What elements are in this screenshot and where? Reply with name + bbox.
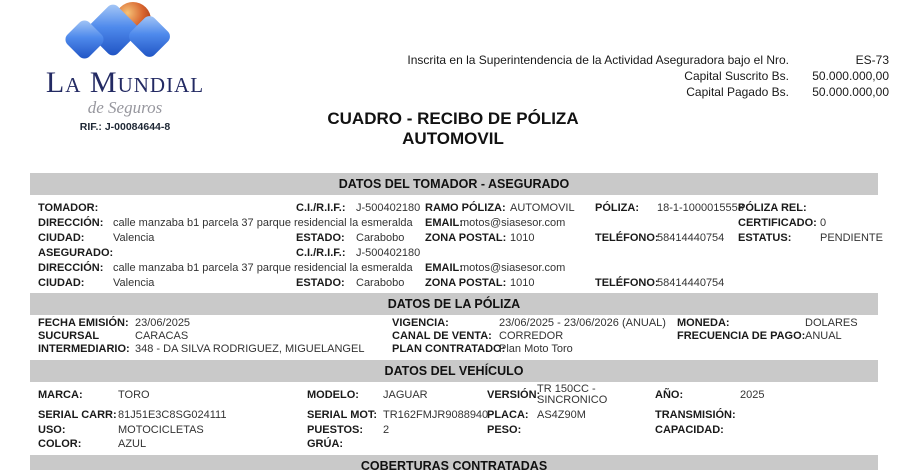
- frecuencia-pago-value: ANUAL: [805, 330, 842, 342]
- modelo-label: MODELO:: [307, 389, 359, 401]
- section-header-vehiculo: DATOS DEL VEHÍCULO: [30, 360, 878, 382]
- serial-mot-label: SERIAL MOT:: [307, 409, 378, 421]
- vehiculo-row-3: [30, 424, 878, 439]
- asegurado-cirif-value: J-500402180: [356, 247, 421, 259]
- sucursal-label: SUCURSAL: [38, 330, 100, 342]
- asegurado-row-3: [30, 277, 878, 292]
- company-rif: RIF.: J-00084644-8: [79, 121, 171, 133]
- color-label: COLOR:: [38, 438, 82, 450]
- placa-label: PLACA:: [487, 409, 529, 421]
- asegurado-direccion-value: calle manzaba b1 parcela 37 parque residencial la esmeralda: [113, 262, 413, 274]
- asegurado-ciudad-value: Valencia: [113, 277, 155, 289]
- intermediario-label: INTERMEDIARIO:: [38, 343, 130, 355]
- plan-contratado-value: Plan Moto Toro: [499, 343, 573, 355]
- ano-label: AÑO:: [655, 389, 684, 401]
- certificado-label: CERTIFICADO:: [738, 217, 817, 229]
- ramo-poliza-value: AUTOMOVIL: [510, 202, 575, 214]
- puestos-value: 2: [383, 424, 390, 436]
- vehiculo-row-4: [30, 438, 878, 453]
- intermediario-value: 348 - DA SILVA RODRIGUEZ, MIGUELANGEL: [135, 343, 365, 355]
- fecha-emision-label: FECHA EMISIÓN:: [38, 317, 129, 329]
- peso-label: PESO:: [487, 424, 522, 436]
- vigencia-value: 23/06/2025 - 23/06/2026 (ANUAL): [499, 317, 666, 329]
- asegurado-cirif-label: C.I./R.I.F.:: [296, 247, 346, 259]
- poliza-row-3: [30, 343, 878, 358]
- tomador-direccion-value: calle manzaba b1 parcela 37 parque residencial la esmeralda: [113, 217, 413, 229]
- document-sections: [30, 0, 883, 470]
- tomador-email-value: motos@siasesor.com: [460, 217, 566, 229]
- document-title-line2: AUTOMOVIL: [402, 129, 504, 148]
- section-header-tomador: DATOS DEL TOMADOR - ASEGURADO: [30, 173, 878, 195]
- section-header-poliza: DATOS DE LA PÓLIZA: [30, 293, 878, 315]
- serial-carr-value: 81J51E3C8SG024111: [118, 409, 227, 421]
- asegurado-row-1: [30, 247, 878, 262]
- section-header-coberturas: COBERTURAS CONTRATADAS: [30, 455, 878, 470]
- tomador-cirif-label: C.I./R.I.F.:: [296, 202, 346, 214]
- moneda-value: DOLARES: [805, 317, 858, 329]
- uso-value: MOTOCICLETAS: [118, 424, 204, 436]
- tomador-label: TOMADOR:: [38, 202, 99, 214]
- serial-mot-value: TR162FMJR9088940: [383, 409, 489, 421]
- estatus-value: PENDIENTE: [820, 232, 883, 244]
- tomador-zona-label: ZONA POSTAL:: [425, 232, 507, 244]
- asegurado-zona-value: 1010: [510, 277, 535, 289]
- modelo-value: JAGUAR: [383, 389, 428, 401]
- estatus-label: ESTATUS:: [738, 232, 792, 244]
- document-title-line1: CUADRO - RECIBO DE PÓLIZA: [327, 109, 579, 128]
- asegurado-row-2: [30, 262, 878, 277]
- tomador-ciudad-label: CIUDAD:: [38, 232, 85, 244]
- tomador-row-2: [30, 217, 878, 232]
- tomador-telefono-label: TELÉFONO:: [595, 232, 659, 244]
- fecha-emision-value: 23/06/2025: [135, 317, 191, 329]
- company-subtitle: de Seguros: [87, 98, 163, 117]
- placa-value: AS4Z90M: [537, 409, 586, 421]
- poliza-label: PÓLIZA:: [595, 202, 639, 214]
- tomador-row-3: [30, 232, 883, 247]
- asegurado-email-label: EMAIL:: [425, 262, 463, 274]
- capacidad-label: CAPACIDAD:: [655, 424, 724, 436]
- tomador-row-1: [30, 202, 878, 217]
- ano-value: 2025: [740, 389, 765, 401]
- version-value: TR 150CC - SINCRONICO: [537, 383, 608, 406]
- asegurado-label: ASEGURADO:: [38, 247, 114, 259]
- uso-label: USO:: [38, 424, 66, 436]
- sucursal-value: CARACAS: [135, 330, 189, 342]
- capital-suscrito-value: 50.000.000,00: [812, 69, 889, 83]
- registration-number: ES-73: [855, 53, 889, 67]
- vigencia-label: VIGENCIA:: [392, 317, 449, 329]
- tomador-estado-label: ESTADO:: [296, 232, 345, 244]
- asegurado-zona-label: ZONA POSTAL:: [425, 277, 507, 289]
- plan-contratado-label: PLAN CONTRATADO:: [392, 343, 506, 355]
- asegurado-ciudad-label: CIUDAD:: [38, 277, 85, 289]
- capital-pagado-label: Capital Pagado Bs.: [686, 85, 789, 99]
- tomador-direccion-label: DIRECCIÓN:: [38, 217, 104, 229]
- vehiculo-row-2: [30, 409, 878, 424]
- color-value: AZUL: [118, 438, 147, 450]
- grua-label: GRÚA:: [307, 438, 344, 450]
- asegurado-telefono-label: TELÉFONO:: [595, 277, 659, 289]
- registration-label: Inscrita en la Superintendencia de la Actividad Aseguradora bajo el Nro.: [407, 53, 789, 67]
- vehiculo-row-1: [30, 383, 878, 406]
- canal-venta-value: CORREDOR: [499, 330, 564, 342]
- marca-value: TORO: [118, 389, 150, 401]
- poliza-value: 18-1-1000015558: [657, 202, 744, 214]
- capital-pagado-value: 50.000.000,00: [812, 85, 889, 99]
- certificado-value: 0: [820, 217, 827, 229]
- asegurado-direccion-label: DIRECCIÓN:: [38, 262, 104, 274]
- asegurado-email-value: motos@siasesor.com: [460, 262, 566, 274]
- tomador-zona-value: 1010: [510, 232, 535, 244]
- version-label: VERSIÓN:: [487, 389, 541, 401]
- tomador-ciudad-value: Valencia: [113, 232, 155, 244]
- ramo-poliza-label: RAMO PÓLIZA:: [425, 202, 506, 214]
- serial-carr-label: SERIAL CARR:: [38, 409, 117, 421]
- marca-label: MARCA:: [38, 389, 83, 401]
- transmision-label: TRANSMISIÓN:: [655, 409, 736, 421]
- company-name: La Mundial: [45, 66, 205, 99]
- canal-venta-label: CANAL DE VENTA:: [392, 330, 492, 342]
- tomador-email-label: EMAIL:: [425, 217, 463, 229]
- asegurado-estado-value: Carabobo: [356, 277, 405, 289]
- moneda-label: MONEDA:: [677, 317, 730, 329]
- poliza-rel-label: PÓLIZA REL:: [738, 202, 807, 214]
- puestos-label: PUESTOS:: [307, 424, 364, 436]
- capital-suscrito-label: Capital Suscrito Bs.: [684, 69, 789, 83]
- tomador-estado-value: Carabobo: [356, 232, 405, 244]
- tomador-cirif-value: J-500402180: [356, 202, 421, 214]
- asegurado-estado-label: ESTADO:: [296, 277, 345, 289]
- tomador-telefono-value: 58414440754: [657, 232, 725, 244]
- frecuencia-pago-label: FRECUENCIA DE PAGO:: [677, 330, 806, 342]
- asegurado-telefono-value: 58414440754: [657, 277, 725, 289]
